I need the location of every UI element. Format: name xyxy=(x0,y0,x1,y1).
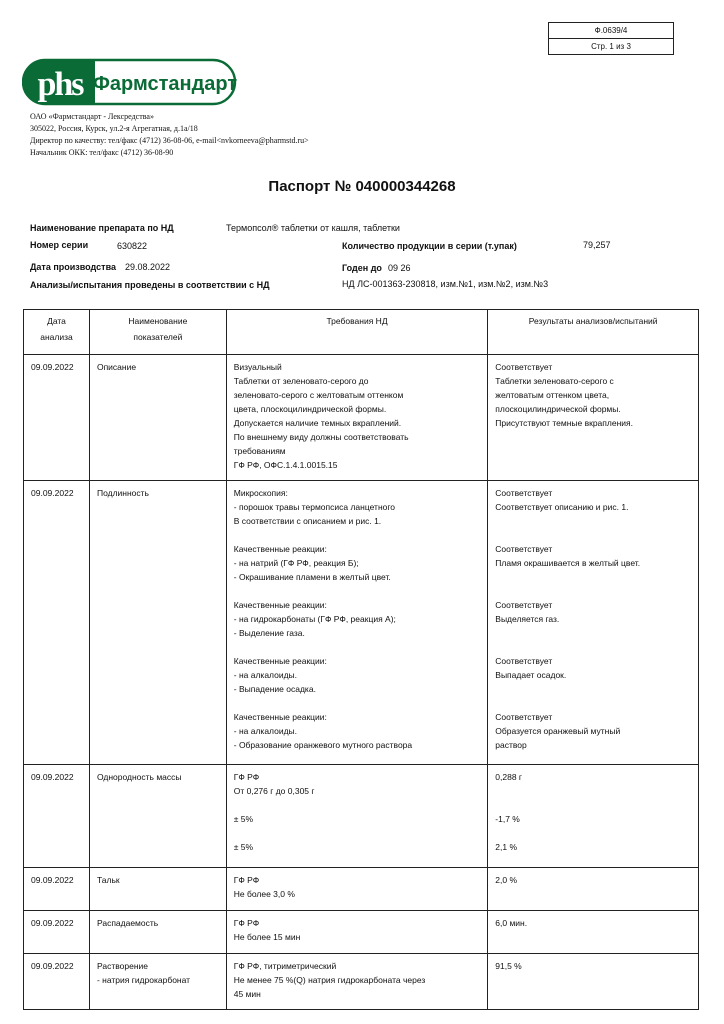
cell-line xyxy=(495,826,694,840)
cell-line: Описание xyxy=(96,362,137,372)
company-info-line: Директор по качеству: тел/факс (4712) 36-08-06, e-mail<nvkorneeva@pharmstd.ru> xyxy=(30,136,309,145)
cell-line: раствор xyxy=(495,740,527,750)
cell-line: желтоватым оттенком цвета, xyxy=(495,390,610,400)
analysis-date-cell xyxy=(24,481,90,765)
col-header-indicator: Наименование показателей xyxy=(89,310,226,355)
cell-line: Не более 3,0 % xyxy=(233,889,295,899)
cell-line: Тальк xyxy=(96,875,120,885)
table-row xyxy=(24,355,699,481)
indicator-cell xyxy=(89,954,226,1010)
requirement-cell xyxy=(226,868,488,911)
cell-line: -1,7 % xyxy=(495,814,520,824)
cell-line: Не более 15 мин xyxy=(233,932,301,942)
drug-name-value: Термопсол® таблетки от кашля, таблетки xyxy=(226,223,400,233)
cell-line: 91,5 % xyxy=(495,961,522,971)
cell-line: Таблетки от зеленовато-серого до xyxy=(233,376,369,386)
cell-line xyxy=(495,570,694,584)
cell-line: ГФ РФ xyxy=(233,875,260,885)
cell-line: 0,288 г xyxy=(495,772,523,782)
cell-line: Присутствуют темные вкрапления. xyxy=(495,418,633,428)
cell-line: Таблетки зеленовато-серого с xyxy=(495,376,614,386)
cell-line: Пламя окрашивается в желтый цвет. xyxy=(495,558,641,568)
col-header-results: Результаты анализов/испытаний xyxy=(488,310,699,355)
cell-line: Визуальный xyxy=(233,362,282,372)
cell-line: Допускается наличие темных вкраплений. xyxy=(233,418,402,428)
cell-line: Соответствует xyxy=(495,544,553,554)
result-cell xyxy=(488,868,699,911)
pharmstandard-logo xyxy=(22,58,238,108)
analysis-results-table xyxy=(23,309,699,1010)
requirement-cell xyxy=(226,355,488,481)
table-row xyxy=(24,911,699,954)
company-info xyxy=(30,111,309,159)
company-info-line: Начальник ОКК: тел/факс (4712) 36-08-90 xyxy=(30,148,174,157)
series-label: Номер серии xyxy=(30,240,89,250)
series-value: 630822 xyxy=(117,241,148,251)
result-cell xyxy=(488,765,699,868)
cell-line: Качественные реакции: xyxy=(233,600,327,610)
indicator-cell xyxy=(89,765,226,868)
cell-line xyxy=(495,584,694,598)
expiry-label: Годен до xyxy=(342,263,382,273)
cell-line xyxy=(234,640,484,654)
result-cell xyxy=(488,911,699,954)
cell-line: Выпадает осадок. xyxy=(495,670,567,680)
production-date-label: Дата производства xyxy=(30,262,116,272)
company-info-line: ОАО «Фармстандарт - Лексредства» xyxy=(30,112,154,121)
table-row xyxy=(24,481,699,765)
table-header-row xyxy=(24,310,699,355)
cell-line: 2,1 % xyxy=(495,842,518,852)
production-date-value: 29.08.2022 xyxy=(125,262,171,272)
cell-line: 2,0 % xyxy=(495,875,518,885)
cell-line: Образуется оранжевый мутный xyxy=(495,726,621,736)
cell-line: - на алкалоиды. xyxy=(233,670,298,680)
analysis-date-cell xyxy=(24,355,90,481)
cell-line: Микроскопия: xyxy=(233,488,288,498)
col-header-requirements: Требования НД xyxy=(226,310,488,355)
requirement-cell xyxy=(226,481,488,765)
cell-line: - натрия гидрокарбонат xyxy=(96,975,191,985)
cell-line: ГФ РФ, титриметрический xyxy=(233,961,337,971)
cell-line xyxy=(495,430,694,444)
table-row xyxy=(24,765,699,868)
cell-line: ± 5% xyxy=(233,814,254,824)
cell-line xyxy=(495,784,694,798)
cell-line: ГФ РФ xyxy=(233,772,260,782)
cell-line xyxy=(495,640,694,654)
table-row xyxy=(24,868,699,911)
requirement-cell xyxy=(226,954,488,1010)
passport-title: Паспорт № 040000344268 xyxy=(268,178,456,195)
page-counter: Стр. 1 из 3 xyxy=(549,38,673,54)
cell-line: - на алкалоиды. xyxy=(233,726,298,736)
cell-line: - Окрашивание пламени в желтый цвет. xyxy=(233,572,391,582)
cell-line: Соответствует xyxy=(495,656,553,666)
cell-line: По внешнему виду должны соответствовать xyxy=(233,432,409,442)
cell-line: ГФ РФ, ОФС.1.4.1.0015.15 xyxy=(233,460,338,470)
cell-line xyxy=(234,528,484,542)
cell-line: Выделяется газ. xyxy=(495,614,560,624)
analysis-date-cell xyxy=(24,765,90,868)
cell-line xyxy=(495,798,694,812)
analysis-standard-value: НД ЛС-001363-230818, изм.№1, изм.№2, изм.№3 xyxy=(342,279,549,289)
indicator-cell xyxy=(89,481,226,765)
table-row xyxy=(24,954,699,1010)
cell-line: - Выпадение осадка. xyxy=(233,684,316,694)
cell-line: Растворение xyxy=(96,961,148,971)
cell-line: 09.09.2022 xyxy=(31,918,74,928)
cell-line: В соответствии с описанием и рис. 1. xyxy=(233,516,382,526)
cell-line: - Образование оранжевого мутного раствора xyxy=(233,740,413,750)
cell-line: Однородность массы xyxy=(96,772,182,782)
analysis-date-cell xyxy=(24,911,90,954)
cell-line: 09.09.2022 xyxy=(31,362,74,372)
form-code: Ф.0639/4 xyxy=(594,26,628,35)
cell-line: 6,0 мин. xyxy=(495,918,528,928)
cell-line: Распадаемость xyxy=(96,918,159,928)
cell-line xyxy=(495,458,694,472)
cell-line: От 0,276 г до 0,305 г xyxy=(233,786,315,796)
cell-line: ± 5% xyxy=(233,842,254,852)
requirement-cell xyxy=(226,911,488,954)
analysis-date-cell xyxy=(24,954,90,1010)
cell-line: Подлинность xyxy=(96,488,149,498)
cell-line xyxy=(234,584,484,598)
cell-line: Соответствует xyxy=(495,600,553,610)
requirement-cell xyxy=(226,765,488,868)
expiry-value: 09 26 xyxy=(388,263,411,273)
result-cell xyxy=(488,481,699,765)
drug-name-label: Наименование препарата по НД xyxy=(30,223,174,233)
indicator-cell xyxy=(89,355,226,481)
analysis-date-cell xyxy=(24,868,90,911)
cell-line: 09.09.2022 xyxy=(31,961,74,971)
form-code-box xyxy=(548,22,674,55)
cell-line xyxy=(495,682,694,696)
cell-line xyxy=(495,626,694,640)
cell-line: - порошок травы термопсиса ланцетного xyxy=(233,502,396,512)
logo-name: Фармстандарт xyxy=(92,73,238,95)
cell-line: 09.09.2022 xyxy=(31,875,74,885)
cell-line xyxy=(234,798,484,812)
indicator-cell xyxy=(89,868,226,911)
quantity-label: Количество продукции в серии (т.упак) xyxy=(342,241,517,251)
result-cell xyxy=(488,954,699,1010)
result-cell xyxy=(488,355,699,481)
cell-line: Качественные реакции: xyxy=(233,712,327,722)
cell-line xyxy=(234,826,484,840)
cell-line: Соответствует описанию и рис. 1. xyxy=(495,502,629,512)
col-header-date: Дата анализа xyxy=(24,310,90,355)
cell-line: 09.09.2022 xyxy=(31,772,74,782)
cell-line xyxy=(495,696,694,710)
cell-line: Качественные реакции: xyxy=(233,656,327,666)
cell-line xyxy=(495,444,694,458)
cell-line: - Выделение газа. xyxy=(233,628,305,638)
cell-line: цвета, плоскоцилиндрической формы. xyxy=(233,404,387,414)
analysis-standard-label: Анализы/испытания проведены в соответствии с НД xyxy=(30,280,270,290)
cell-line: Соответствует xyxy=(495,712,553,722)
cell-line xyxy=(234,696,484,710)
cell-line: плоскоцилиндрической формы. xyxy=(495,404,621,414)
cell-line: Соответствует xyxy=(495,362,553,372)
company-info-line: 305022, Россия, Курск, ул.2-я Агрегатная, д.1а/18 xyxy=(30,124,198,133)
quantity-value: 79,257 xyxy=(583,240,611,250)
cell-line: Не менее 75 %(Q) натрия гидрокарбоната через xyxy=(233,975,426,985)
cell-line: требованиям xyxy=(233,446,286,456)
cell-line: ГФ РФ xyxy=(233,918,260,928)
logo-mark: phs xyxy=(37,66,83,103)
cell-line: Соответствует xyxy=(495,488,553,498)
cell-line: Качественные реакции: xyxy=(233,544,327,554)
cell-line: 45 мин xyxy=(233,989,261,999)
cell-line: зеленовато-серого с желтоватым оттенком xyxy=(233,390,404,400)
cell-line xyxy=(495,528,694,542)
cell-line: 09.09.2022 xyxy=(31,488,74,498)
cell-line: - на гидрокарбонаты (ГФ РФ, реакция А); xyxy=(233,614,396,624)
indicator-cell xyxy=(89,911,226,954)
cell-line: - на натрий (ГФ РФ, реакция Б); xyxy=(233,558,359,568)
cell-line xyxy=(495,514,694,528)
